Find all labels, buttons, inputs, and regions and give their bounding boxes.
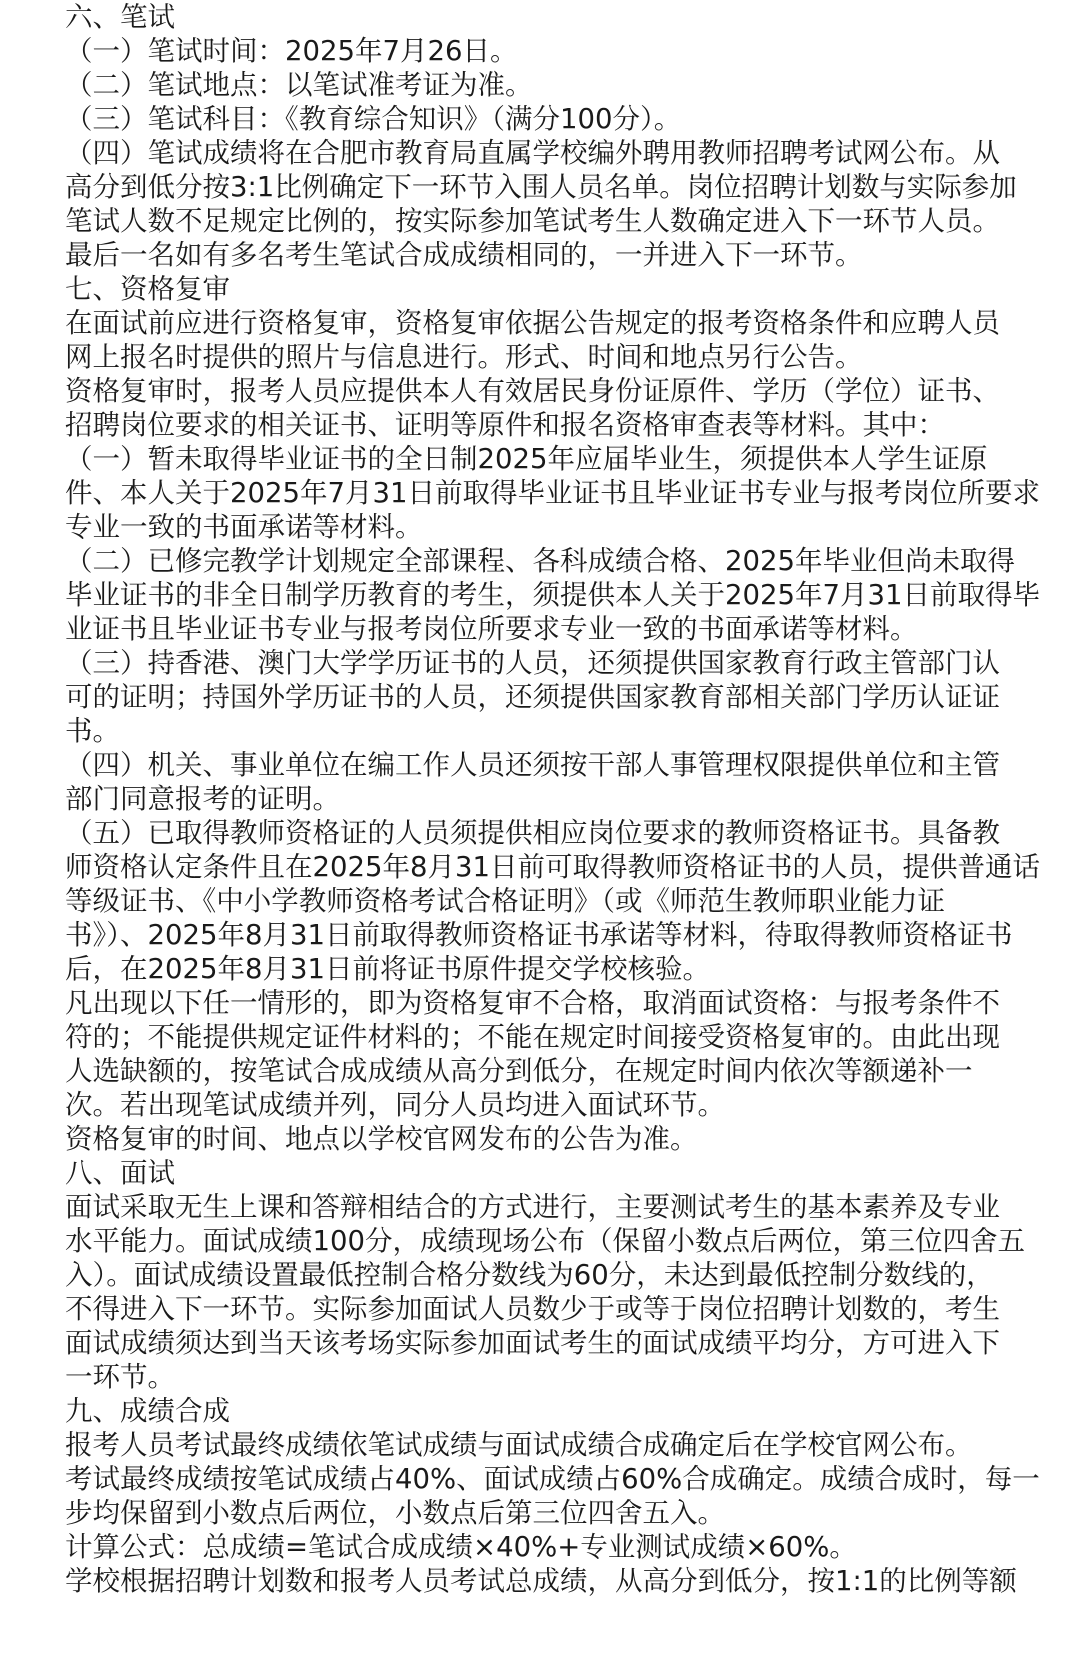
- paragraph-line: 凡出现以下任一情形的，即为资格复审不合格，取消面试资格：与报考条件不: [65, 987, 1000, 1019]
- section-heading: 六、笔试: [65, 1, 175, 33]
- section-written-exam: [65, 0, 1054, 272]
- paragraph-line: 后，在2025年8月31日前将证书原件提交学校核验。: [65, 953, 710, 985]
- paragraph-line: 师资格认定条件且在2025年8月31日前可取得教师资格证书的人员，提供普通话: [65, 851, 1040, 883]
- paragraph-line: （五）已取得教师资格证的人员须提供相应岗位要求的教师资格证书。具备教: [65, 817, 1000, 849]
- paragraph-line: （四）笔试成绩将在合肥市教育局直属学校编外聘用教师招聘考试网公布。从: [65, 137, 1000, 169]
- paragraph-line: 次。若出现笔试成绩并列，同分人员均进入面试环节。: [65, 1089, 725, 1121]
- paragraph-line: （三）笔试科目：《教育综合知识》（满分100分）。: [65, 103, 682, 135]
- paragraph-line: 面试采取无生上课和答辩相结合的方式进行，主要测试考生的基本素养及专业: [65, 1191, 1000, 1223]
- paragraph-line: 网上报名时提供的照片与信息进行。形式、时间和地点另行公告。: [65, 341, 863, 373]
- paragraph-line: 最后一名如有多名考生笔试合成成绩相同的，一并进入下一环节。: [65, 239, 863, 271]
- paragraph-line: 步均保留到小数点后两位，小数点后第三位四舍五入。: [65, 1497, 725, 1529]
- paragraph-line: （一）笔试时间：2025年7月26日。: [65, 35, 518, 67]
- paragraph-line: （二）已修完教学计划规定全部课程、各科成绩合格、2025年毕业但尚未取得: [65, 545, 1015, 577]
- paragraph-line: 可的证明；持国外学历证书的人员，还须提供国家教育部相关部门学历认证证: [65, 681, 1000, 713]
- paragraph-line: 等级证书、《中小学教师资格考试合格证明》（或《师范生教师职业能力证: [65, 885, 945, 917]
- paragraph-line: 水平能力。面试成绩100分，成绩现场公布（保留小数点后两位，第三位四舍五: [65, 1225, 1025, 1257]
- paragraph-line: 报考人员考试最终成绩依笔试成绩与面试成绩合成确定后在学校官网公布。: [65, 1429, 973, 1461]
- paragraph-line: 业证书且毕业证书专业与报考岗位所要求专业一致的书面承诺等材料。: [65, 613, 918, 645]
- paragraph-line: 部门同意报考的证明。: [65, 783, 340, 815]
- paragraph-line: 件、本人关于2025年7月31日前取得毕业证书且毕业证书专业与报考岗位所要求: [65, 477, 1040, 509]
- section-heading: 七、资格复审: [65, 273, 230, 305]
- section-qualification-review: [65, 272, 1054, 1156]
- paragraph-line: 专业一致的书面承诺等材料。: [65, 511, 423, 543]
- paragraph-line: 资格复审的时间、地点以学校官网发布的公告为准。: [65, 1123, 698, 1155]
- paragraph-line: 考试最终成绩按笔试成绩占40%、面试成绩占60%合成确定。成绩合成时，每一: [65, 1463, 1040, 1495]
- paragraph-line: （二）笔试地点：以笔试准考证为准。: [65, 69, 533, 101]
- section-interview: [65, 1156, 1054, 1394]
- paragraph-line: （四）机关、事业单位在编工作人员还须按干部人事管理权限提供单位和主管: [65, 749, 1000, 781]
- paragraph-line: 资格复审时，报考人员应提供本人有效居民身份证原件、学历（学位）证书、: [65, 375, 1000, 407]
- paragraph-line: 招聘岗位要求的相关证书、证明等原件和报名资格审查表等材料。其中：: [65, 409, 945, 441]
- section-heading: 九、成绩合成: [65, 1395, 230, 1427]
- paragraph-line: 符的；不能提供规定证件材料的；不能在规定时间接受资格复审的。由此出现: [65, 1021, 1000, 1053]
- paragraph-line: 不得进入下一环节。实际参加面试人员数少于或等于岗位招聘计划数的，考生: [65, 1293, 1000, 1325]
- paragraph-line: 学校根据招聘计划数和报考人员考试总成绩，从高分到低分，按1:1的比例等额: [65, 1565, 1017, 1597]
- paragraph-line: 人选缺额的，按笔试合成成绩从高分到低分，在规定时间内依次等额递补一: [65, 1055, 973, 1087]
- paragraph-line: 入）。面试成绩设置最低控制合格分数线为60分，未达到最低控制分数线的，: [65, 1259, 994, 1291]
- section-heading: 八、面试: [65, 1157, 175, 1189]
- paragraph-line: （一）暂未取得毕业证书的全日制2025年应届毕业生，须提供本人学生证原: [65, 443, 988, 475]
- paragraph-line: 计算公式：总成绩=笔试合成成绩×40%+专业测试成绩×60%。: [65, 1531, 857, 1563]
- paragraph-line: 笔试人数不足规定比例的，按实际参加笔试考生人数确定进入下一环节人员。: [65, 205, 1000, 237]
- paragraph-line: 一环节。: [65, 1361, 175, 1393]
- paragraph-line: （三）持香港、澳门大学学历证书的人员，还须提供国家教育行政主管部门认: [65, 647, 1000, 679]
- section-score-composition: [65, 1394, 1054, 1598]
- paragraph-line: 高分到低分按3:1比例确定下一环节入围人员名单。岗位招聘计划数与实际参加: [65, 171, 1017, 203]
- paragraph-line: 毕业证书的非全日制学历教育的考生，须提供本人关于2025年7月31日前取得毕: [65, 579, 1040, 611]
- paragraph-line: 在面试前应进行资格复审，资格复审依据公告规定的报考资格条件和应聘人员: [65, 307, 1000, 339]
- paragraph-line: 书。: [65, 715, 120, 747]
- paragraph-line: 面试成绩须达到当天该考场实际参加面试考生的面试成绩平均分，方可进入下: [65, 1327, 1000, 1359]
- paragraph-line: 书》）、2025年8月31日前取得教师资格证书承诺等材料，待取得教师资格证书: [65, 919, 1013, 951]
